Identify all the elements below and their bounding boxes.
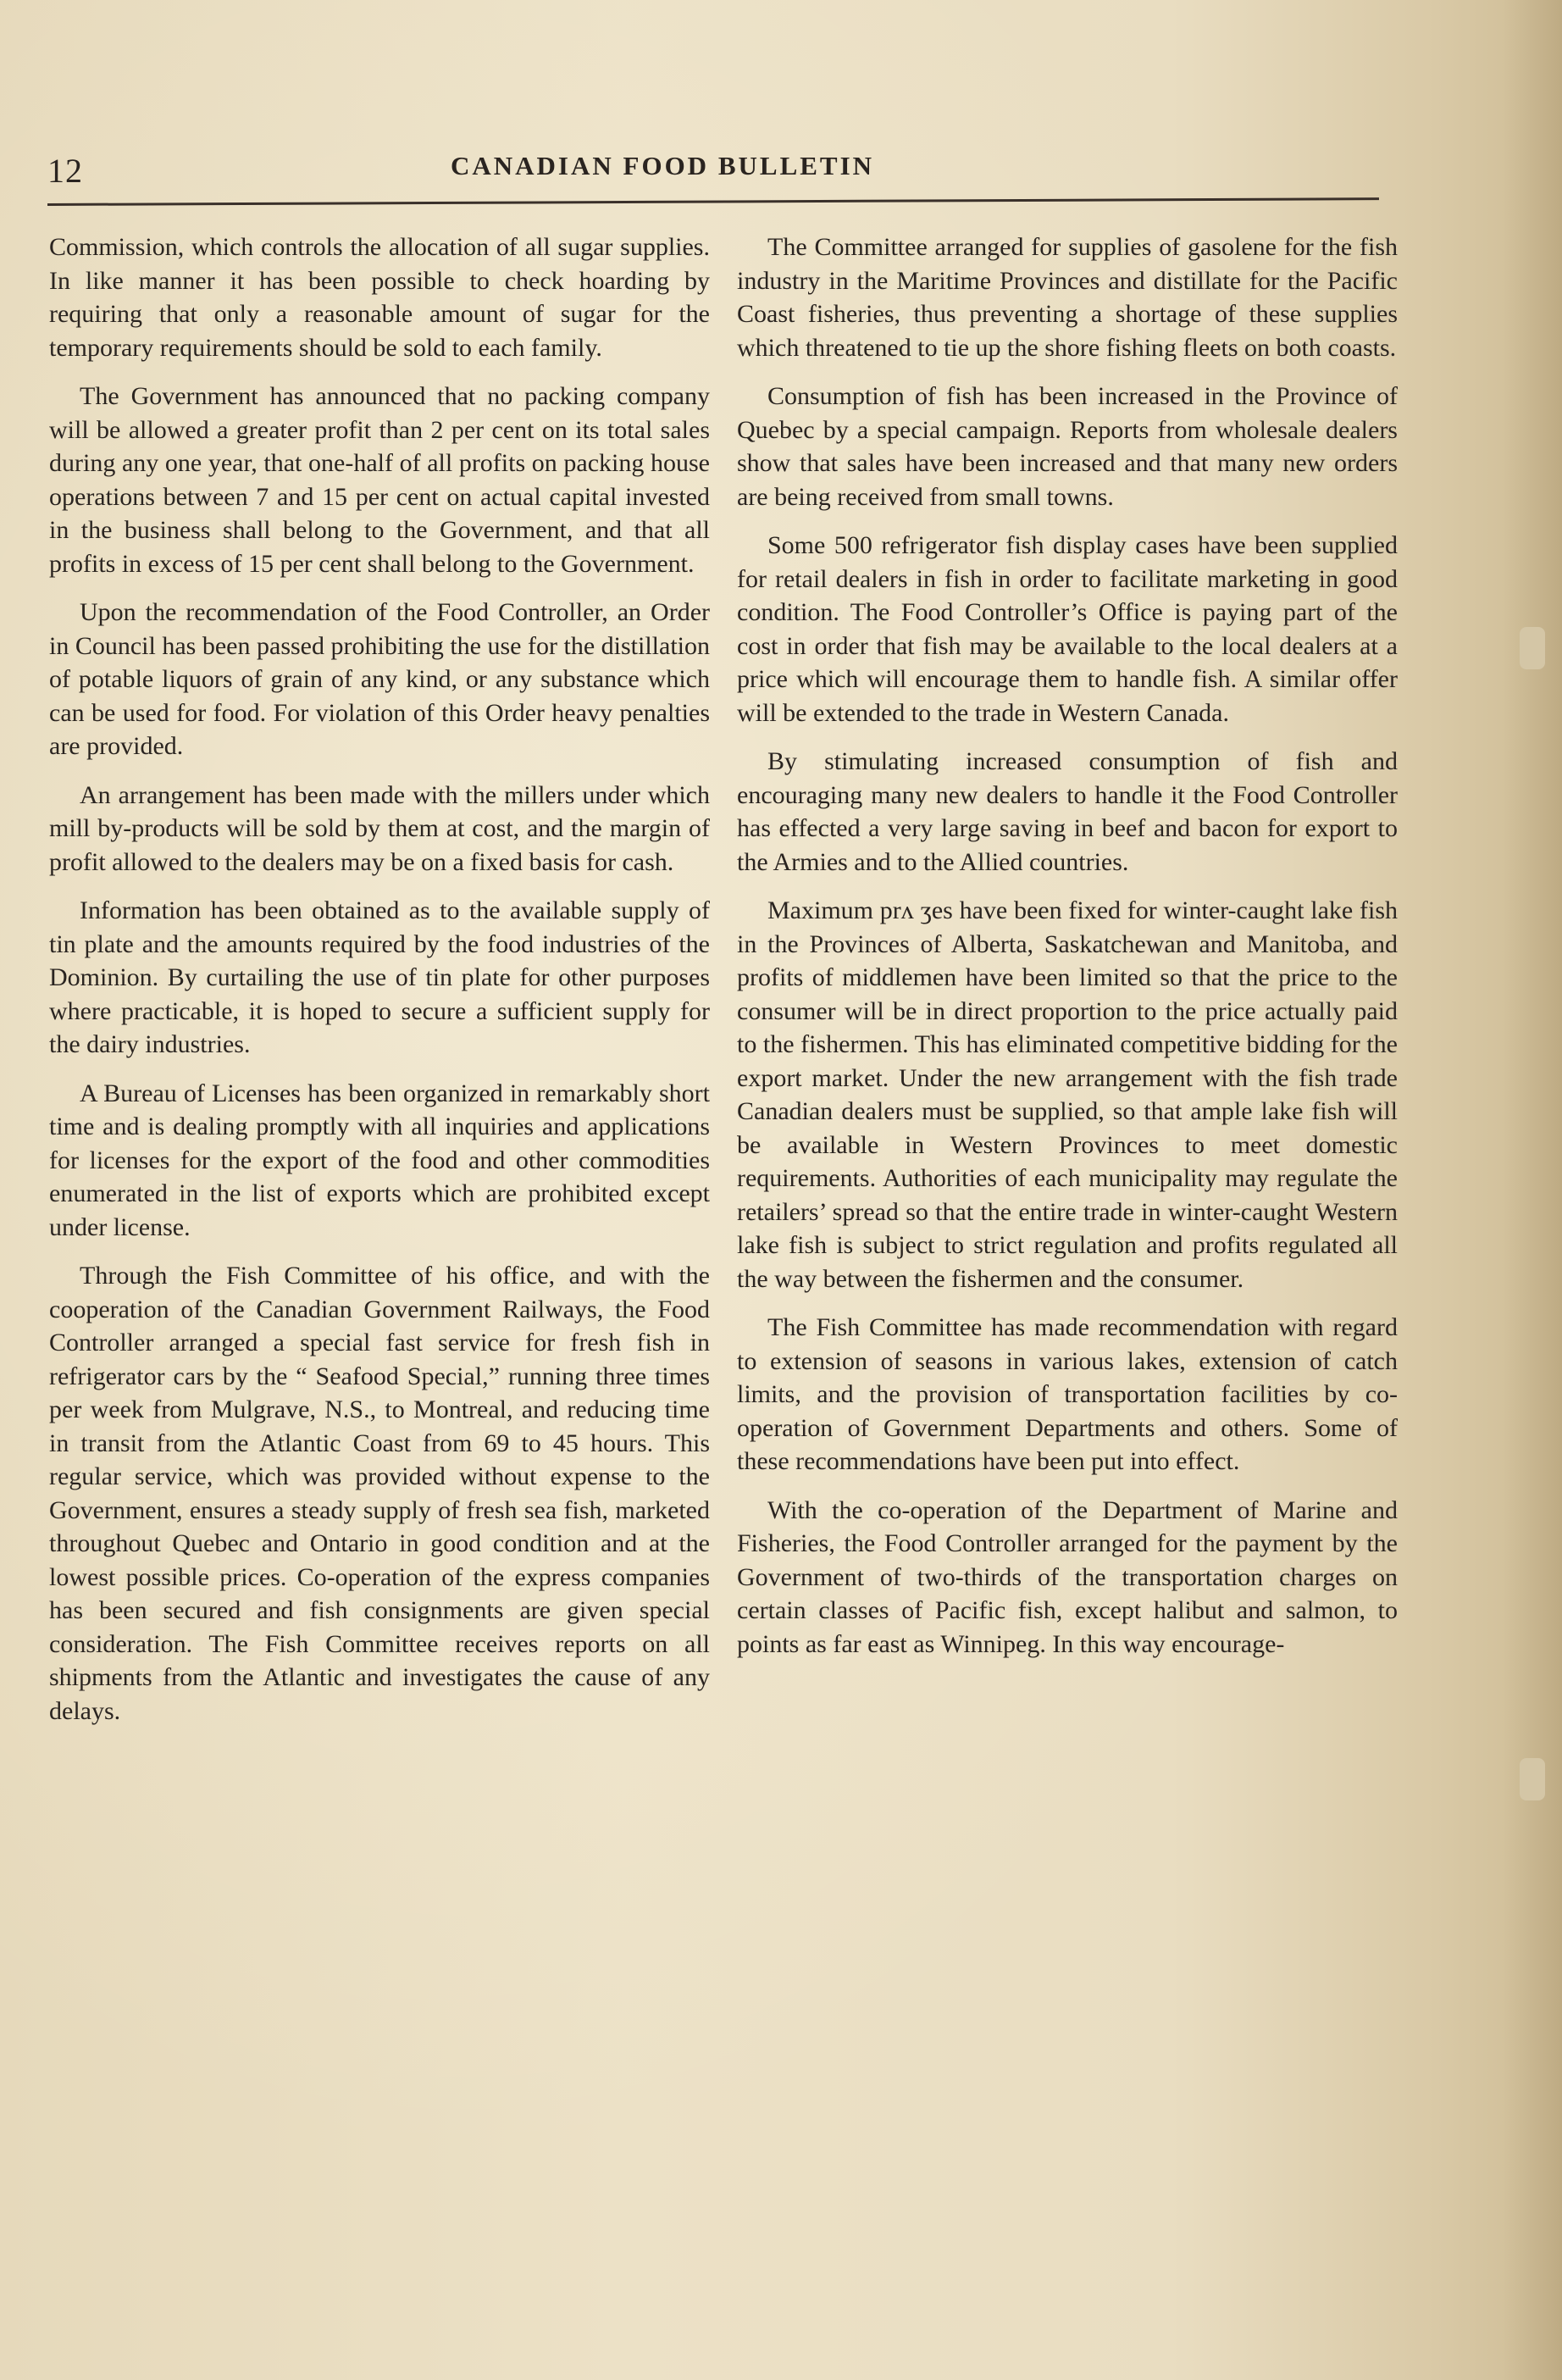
- page-spine-shadow: [1503, 0, 1562, 2380]
- paragraph: Commission, which controls the allocation of all sugar supplies. In like manner it has been possible to check hoarding by requiring that only a reasonable amount of sugar for the temporary requirements should be sold to each family.: [49, 233, 710, 362]
- paragraph: An arrangement has been made with the millers under which mill by-products will be sold by them at cost, and the margin of profit allowed to the dealers may be on a fixed basis for cash.: [49, 780, 710, 876]
- paragraph: Maximum prʌ ʒes have been fixed for winter-caught lake fish in the Provinces of Alberta, Saskatchewan and Manitoba, and profits of middlemen have been limited so that the price to the consumer will be in direct proportion to the price actually paid to the fishermen. This has eliminated competitive bidding for the export market. Under the new arrangement with the fish trade Canadian dealers must be supplied, so that ample lake fish will be available in Western Provinces to meet domestic requirements. Authorities of each municipality may regulate the retailers’ spread so that the entire trade in winter-caught Western lake fish is subject to strict regulation and profits regulated all the way between the fishermen and the consumer.: [737, 896, 1398, 1293]
- paragraph: Upon the recommendation of the Food Controller, an Order in Council has been passed prohibiting the use for the distillation of potable liquors of grain of any kind, or any substance which can be used for food. For violation of this Order heavy penalties are provided.: [49, 598, 710, 760]
- running-head: CANADIAN FOOD BULLETIN: [451, 151, 875, 180]
- paragraph: Consumption of fish has been increased in the Province of Quebec by a special campaign. Reports from wholesale dealers show that sales have been increased and that many new orders are being received from small towns.: [737, 382, 1398, 511]
- header-rule: [47, 197, 1379, 206]
- paragraph: A Bureau of Licenses has been organized in remarkably short time and is dealing promptly with all inquiries and applications for licenses for the export of the food and other commodities enumerated in the list of exports which are prohibited except under license.: [49, 1079, 710, 1241]
- paragraph: The Committee arranged for supplies of gasolene for the fish industry in the Maritime Provinces and distillate for the Pacific Coast fisheries, thus preventing a shortage of these supplies which threatened to tie up the shore fishing fleets on both coasts.: [737, 233, 1398, 362]
- paragraph: Through the Fish Committee of his office, and with the cooperation of the Canadian Government Railways, the Food Controller arranged a special fast service for fresh fish in refrigerator cars by the “ Seafood Special,” running three times per week from Mulgrave, N.S., to Montreal, and reducing time in transit from the Atlantic Coast from 69 to 45 hours. This regular service, which was provided without expense to the Government, ensures a steady supply of fresh sea fish, marketed throughout Quebec and Ontario in good condition and at the lowest possible prices. Co-operation of the express companies has been secured and fish consignments are given special consideration. The Fish Committee receives reports on all shipments from the Atlantic and investigates the cause of any delays.: [49, 1262, 710, 1725]
- paragraph: Some 500 refrigerator fish display cases have been supplied for retail dealers in fish in order to facilitate marketing in good condition. The Food Controller’s Office is paying part of the cost in order that fish may be available to the local dealers at a price which will encourage them to handle fish. A similar offer will be extended to the trade in Western Canada.: [737, 531, 1398, 727]
- paragraph: With the co-operation of the Department of Marine and Fisheries, the Food Controller arranged for the payment by the Government of two-thirds of the transportation charges on certain classes of Pacific fish, except halibut and salmon, to points as far east as Winnipeg. In this way encourage-: [737, 1495, 1398, 1658]
- paragraph: Information has been obtained as to the available supply of tin plate and the amounts required by the food industries of the Dominion. By curtailing the use of tin plate for other purposes where practicable, it is hoped to secure a sufficient supply for the dairy industries.: [49, 896, 710, 1058]
- right-column: [737, 230, 1398, 1676]
- page-edge-tab: [1520, 1758, 1545, 1800]
- paragraph: The Fish Committee has made recommendation with regard to extension of seasons in various lakes, extension of catch limits, and the provision of transportation facilities by co-operation of Government Departments and others. Some of these recommendations have been put into effect.: [737, 1313, 1398, 1475]
- paragraph: By stimulating increased consumption of fish and encouraging many new dealers to handle it the Food Controller has effected a very large saving in beef and bacon for export to the Armies and to the Allied countries.: [737, 747, 1398, 876]
- left-column: [49, 230, 710, 1743]
- page-edge-tab: [1520, 627, 1545, 669]
- paragraph: The Government has announced that no packing company will be allowed a greater profit than 2 per cent on its total sales during any one year, that one-half of all profits on packing house operations between 7 and 15 per cent on actual capital invested in the business shall belong to the Government, and that all profits in excess of 15 per cent shall belong to the Government.: [49, 382, 710, 578]
- page-number: 12: [47, 152, 83, 190]
